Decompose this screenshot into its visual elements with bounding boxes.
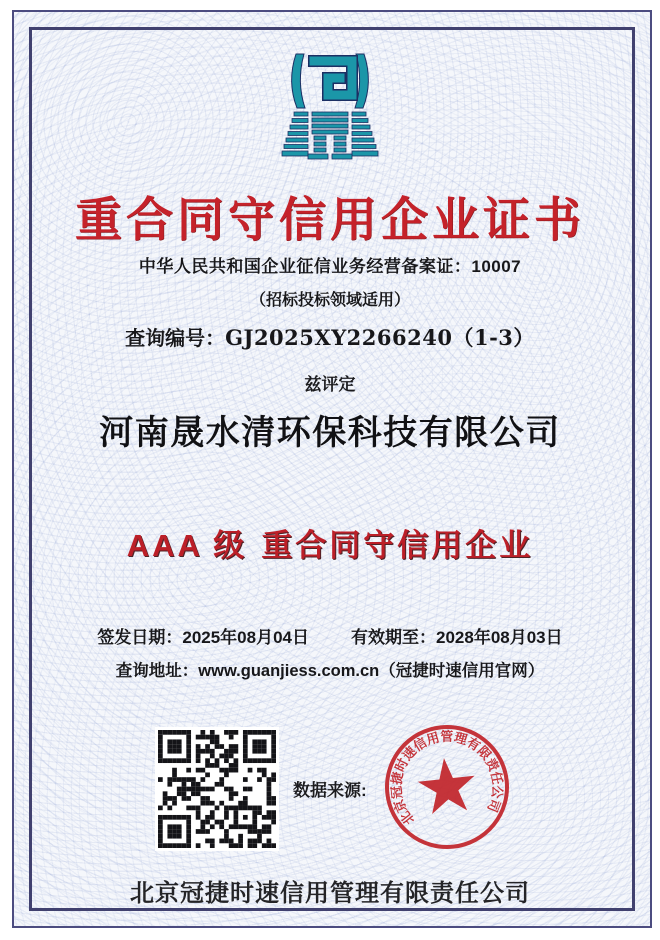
qr-code-icon [155,727,279,851]
data-source-label: 数据来源: [293,781,367,800]
certificate-title: 重合同守信用企业证书 [75,193,585,246]
rating-line [0,520,660,565]
issuer-company-name: 北京冠捷时速信用管理有限责任公司 [130,880,530,907]
company-seal-icon [374,714,519,859]
query-url-label: 查询地址： [115,662,199,680]
guanjie-emblem-logo-icon [280,52,380,167]
query-number-value: GJ2025XY2266240（1-3） [225,325,535,350]
issue-date: 签发日期：2025年08月04日 [97,628,309,647]
seal-text: 北京冠捷时速信用管理有限责任公司 [388,728,506,828]
rating-name: 重合同守信用企业 [261,528,534,563]
seal-star-icon [416,755,478,815]
rating-grade: AAA 级 [126,528,248,563]
query-url-note: （冠捷时速信用官网） [379,662,545,680]
scope-line: （招标投标领域适用） [249,292,410,309]
company-name: 河南晟水清环保科技有限公司 [99,413,561,453]
valid-until: 有效期至：2028年08月03日 [351,628,563,647]
dates-row [0,623,660,648]
query-number-line [0,322,660,352]
query-number-label: 查询编号： [125,328,226,350]
record-number-line: 中华人民共和国企业征信业务经营备案证：10007 [138,257,522,276]
hereby-text: 兹评定 [304,375,356,394]
query-url-line [0,657,660,681]
query-url-value: www.guanjiess.com.cn [198,662,380,680]
